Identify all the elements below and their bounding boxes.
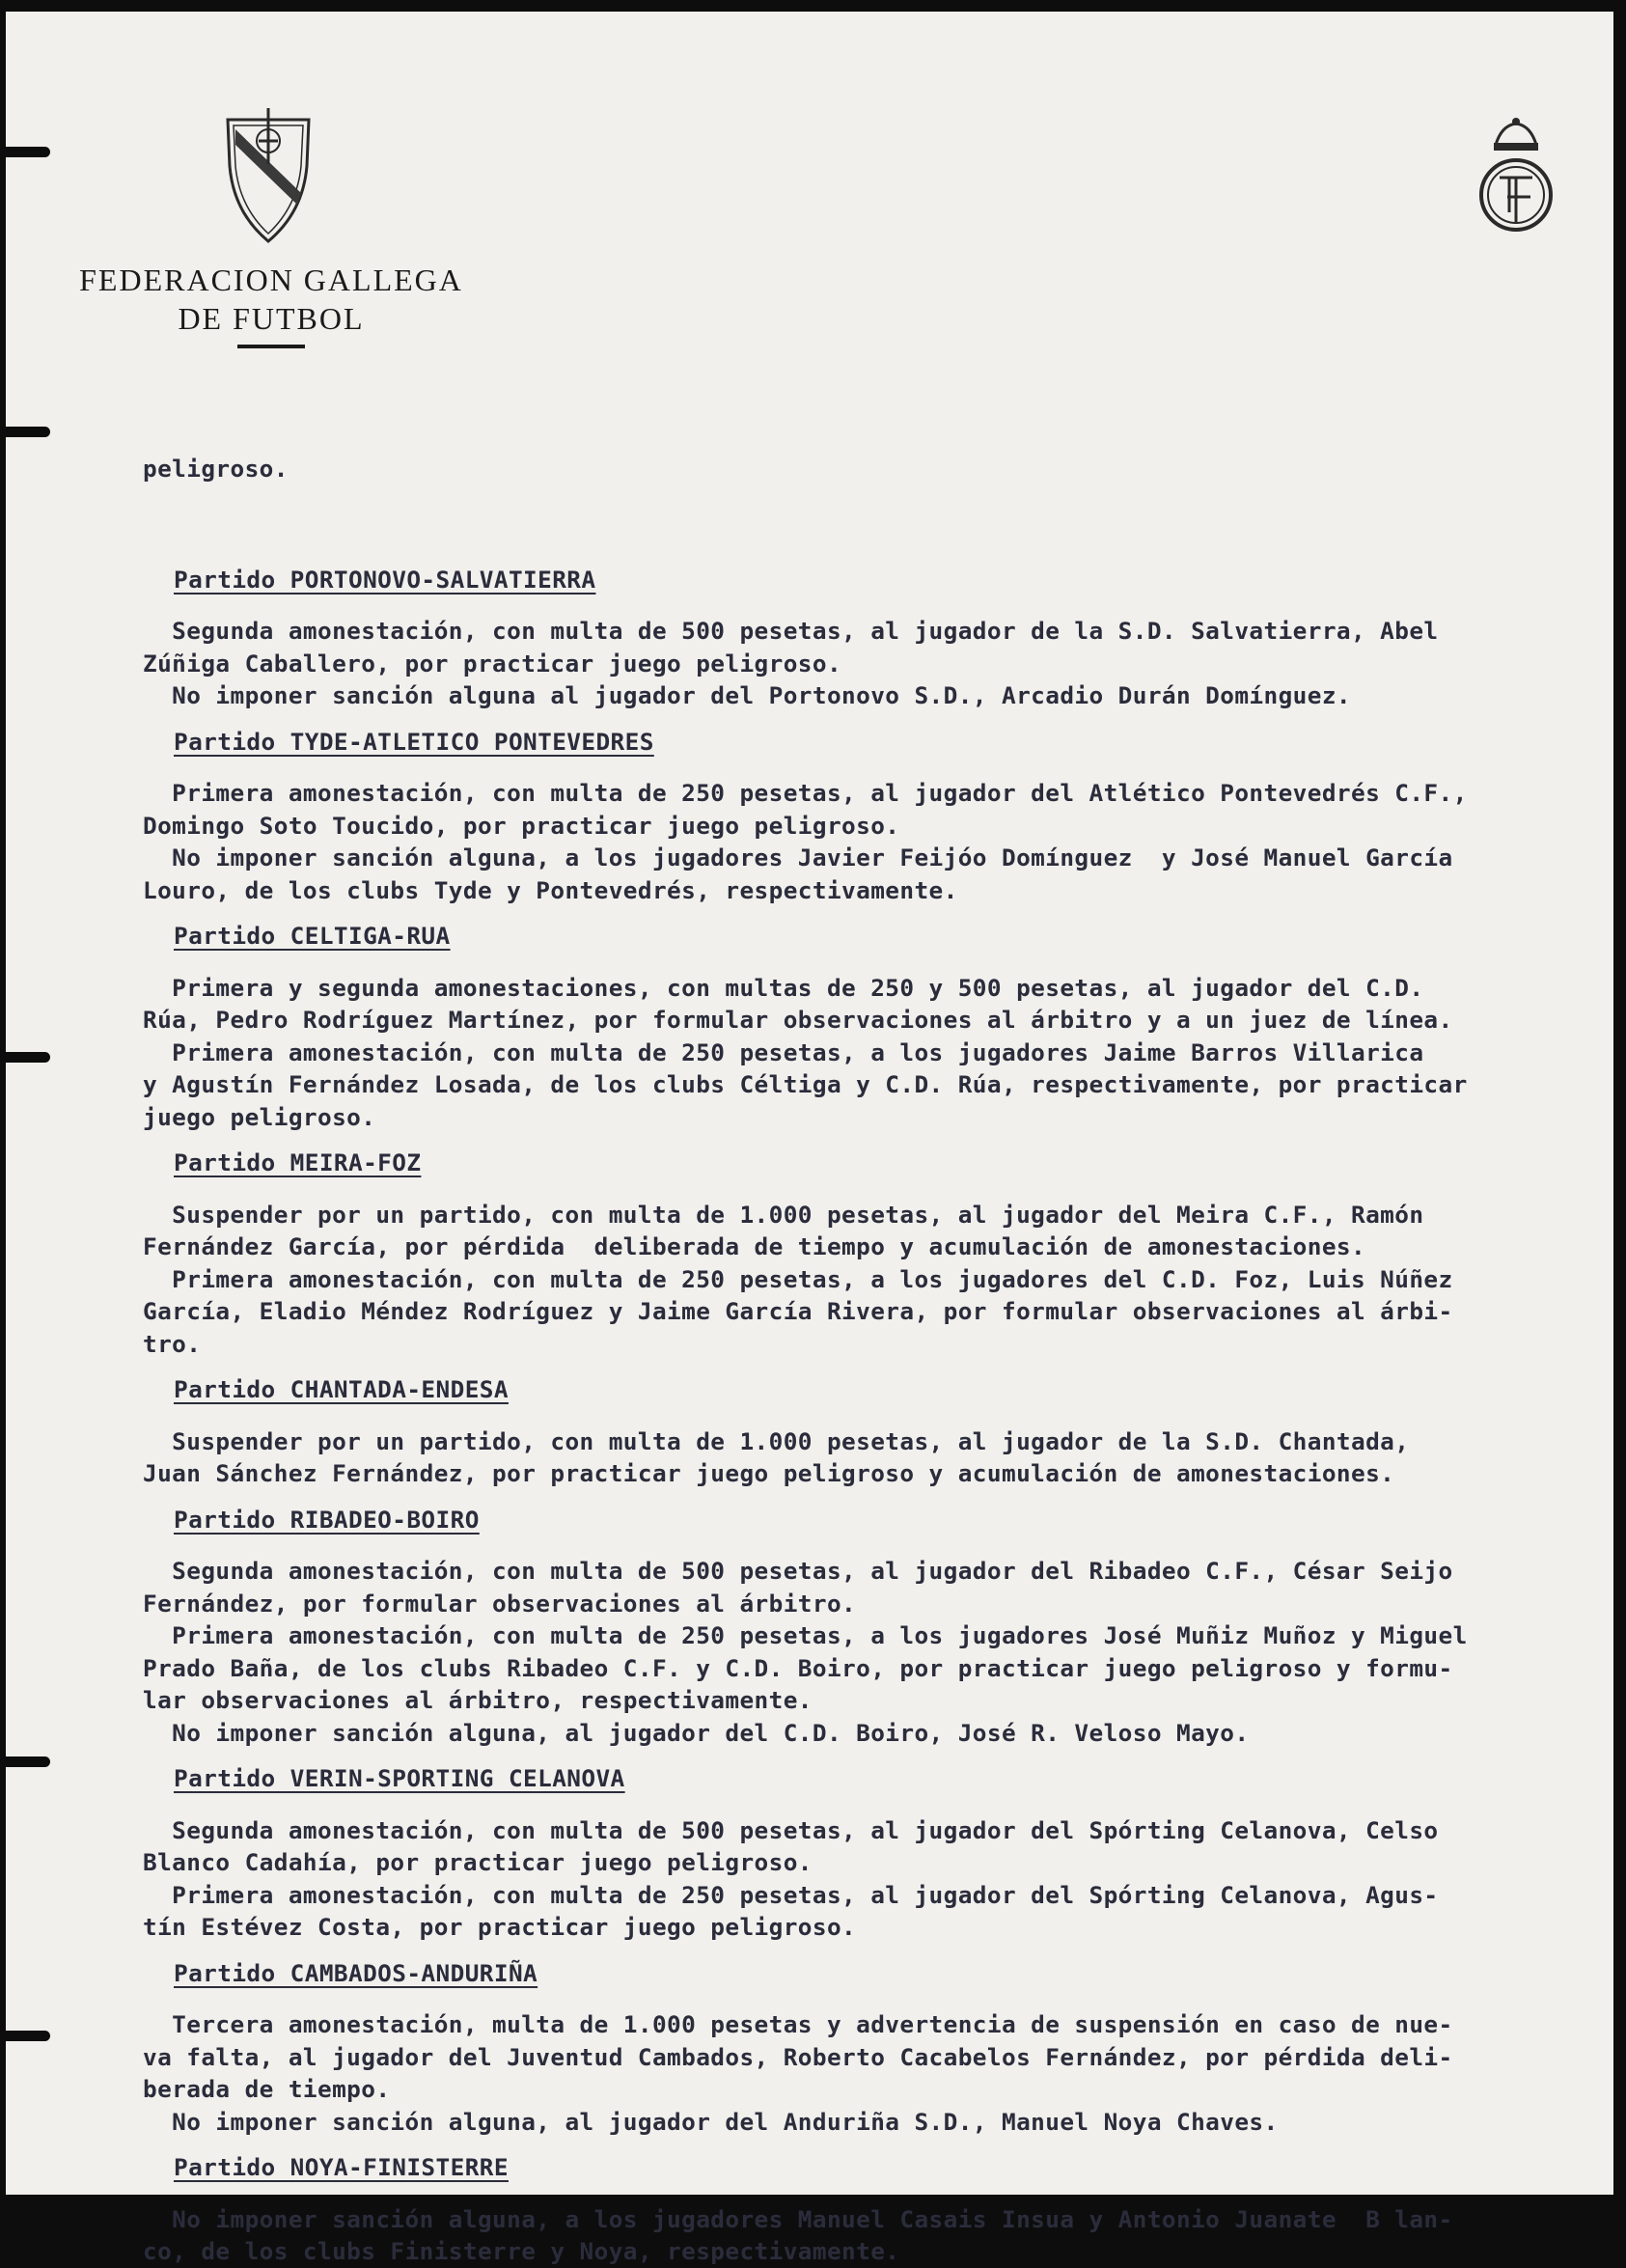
section-heading-text: Partido MEIRA-FOZ: [174, 1148, 422, 1176]
section-heading: [143, 1147, 1619, 1179]
section-text-line: Primera amonestación, con multa de 250 pesetas, a los jugadores Jaime Barros Villarica: [143, 1037, 1424, 1066]
section-heading-text: Partido RIBADEO-BOIRO: [174, 1505, 480, 1534]
section-text-line: Segunda amonestación, con multa de 500 pesetas, al jugador del Spórting Celanova, Celso: [143, 1815, 1439, 1844]
section-heading-text: Partido PORTONOVO-SALVATIERRA: [174, 565, 596, 594]
section-heading: [143, 2151, 1619, 2184]
section-text-line: No imponer sanción alguna, a los jugadores Manuel Casais Insua y Antonio Juanate B lan-: [143, 2204, 1453, 2233]
binder-hole: [6, 1052, 50, 1063]
section-heading-text: Partido CHANTADA-ENDESA: [174, 1375, 509, 1403]
section-heading: [143, 1373, 1619, 1406]
section-text-line: Domingo Soto Toucido, por practicar juego peligroso.: [143, 811, 900, 840]
section-text-line: Tercera amonestación, multa de 1.000 pesetas y advertencia de suspensión en caso de nue-: [143, 2010, 1453, 2038]
document-body: [143, 388, 1619, 2268]
document-page: [6, 12, 1613, 2265]
continuation-line: peligroso.: [143, 455, 289, 483]
section-text-line: Louro, de los clubs Tyde y Pontevedrés, respectivamente.: [143, 875, 958, 904]
letterhead-rule: [237, 345, 305, 348]
section-text-line: tín Estévez Costa, por practicar juego peligroso.: [143, 1913, 857, 1941]
section-text-line: Segunda amonestación, con multa de 500 pesetas, al jugador del Ribadeo C.F., César Seijo: [143, 1557, 1453, 1585]
section-heading-text: Partido CAMBADOS-ANDURIÑA: [174, 1958, 538, 1987]
section-text-line: Fernández, por formular observaciones al árbitro.: [143, 1589, 857, 1618]
section-heading-text: Partido CELTIGA-RUA: [174, 922, 451, 950]
section-text-line: Primera amonestación, con multa de 250 pesetas, a los jugadores del C.D. Foz, Luis Núñez: [143, 1264, 1453, 1293]
section-text-line: Segunda amonestación, con multa de 500 pesetas, al jugador de la S.D. Salvatierra, Abel: [143, 617, 1439, 645]
section-text-line: va falta, al jugador del Juventud Cambados, Roberto Cacabelos Fernández, por pérdida deli-: [143, 2042, 1453, 2071]
section-text-line: Suspender por un partido, con multa de 1.000 pesetas, al jugador del Meira C.F., Ramón: [143, 1200, 1424, 1229]
section-heading: [143, 920, 1619, 953]
section-text-line: No imponer sanción alguna, al jugador del C.D. Boiro, José R. Veloso Mayo.: [143, 1718, 1250, 1747]
section-heading-text: Partido NOYA-FINISTERRE: [174, 2153, 509, 2181]
shield-crest-icon: [222, 106, 315, 247]
section-text-line: co, de los clubs Finisterre y Noya, respectivamente.: [143, 2237, 900, 2265]
org-line-2: DE FUTBOL: [178, 301, 365, 336]
binder-hole: [6, 427, 50, 437]
binder-hole: [6, 147, 50, 157]
section-text-line: tro.: [143, 1329, 202, 1358]
section-heading: [143, 1957, 1619, 1990]
section-text-line: juego peligroso.: [143, 1102, 376, 1131]
section-text-line: Juan Sánchez Fernández, por practicar juego peligroso y acumulación de amonestaciones.: [143, 1459, 1395, 1487]
section-text-line: y Agustín Fernández Losada, de los clubs Céltiga y C.D. Rúa, respectivamente, por practicar: [143, 1070, 1468, 1098]
org-line-1: FEDERACION GALLEGA: [79, 263, 463, 297]
organization-name: [44, 261, 498, 338]
section-text-line: García, Eladio Méndez Rodríguez y Jaime García Rivera, por formular observaciones al árbi-: [143, 1297, 1453, 1325]
section-heading: [143, 1762, 1619, 1795]
binder-hole: [6, 1756, 50, 1767]
section-heading-text: Partido TYDE-ATLETICO PONTEVEDRES: [174, 727, 654, 756]
section-text-line: No imponer sanción alguna, al jugador del Anduriña S.D., Manuel Noya Chaves.: [143, 2107, 1279, 2136]
section-text-line: No imponer sanción alguna, a los jugadores Javier Feijóo Domínguez y José Manuel García: [143, 844, 1453, 871]
section-text-line: Suspender por un partido, con multa de 1.000 pesetas, al jugador de la S.D. Chantada,: [143, 1426, 1410, 1455]
section-text-line: Fernández García, por pérdida deliberada de tiempo y acumulación de amonestaciones.: [143, 1232, 1366, 1260]
section-heading-text: Partido VERIN-SPORTING CELANOVA: [174, 1764, 625, 1792]
section-text-line: Primera y segunda amonestaciones, con multas de 250 y 500 pesetas, al jugador del C.D.: [143, 973, 1424, 1002]
section-text-line: Zúñiga Caballero, por practicar juego peligroso.: [143, 649, 842, 678]
section-text-line: No imponer sanción alguna al jugador del Portonovo S.D., Arcadio Durán Domínguez.: [143, 681, 1352, 709]
section-text-line: Blanco Cadahía, por practicar juego peligroso.: [143, 1848, 813, 1876]
section-heading: [143, 726, 1619, 759]
section-heading: [143, 1504, 1619, 1536]
section-text-line: lar observaciones al árbitro, respectivamente.: [143, 1686, 813, 1714]
section-heading: [143, 564, 1619, 596]
section-text-line: berada de tiempo.: [143, 2075, 391, 2103]
section-text-line: Prado Baña, de los clubs Ribadeo C.F. y C.D. Boiro, por practicar juego peligroso y formu-: [143, 1653, 1453, 1682]
section-text-line: Rúa, Pedro Rodríguez Martínez, por formular observaciones al árbitro y a un juez de línea.: [143, 1006, 1453, 1034]
section-text-line: Primera amonestación, con multa de 250 pesetas, al jugador del Spórting Celanova, Agus-: [143, 1880, 1439, 1909]
section-text-line: Primera amonestación, con multa de 250 pesetas, a los jugadores José Muñiz Muñoz y Miguel: [143, 1621, 1468, 1649]
crowned-rfef-emblem-icon: [1473, 116, 1559, 235]
section-text-line: Primera amonestación, con multa de 250 pesetas, al jugador del Atlético Pontevedrés C.F.,: [143, 779, 1468, 807]
binder-hole: [6, 2031, 50, 2041]
